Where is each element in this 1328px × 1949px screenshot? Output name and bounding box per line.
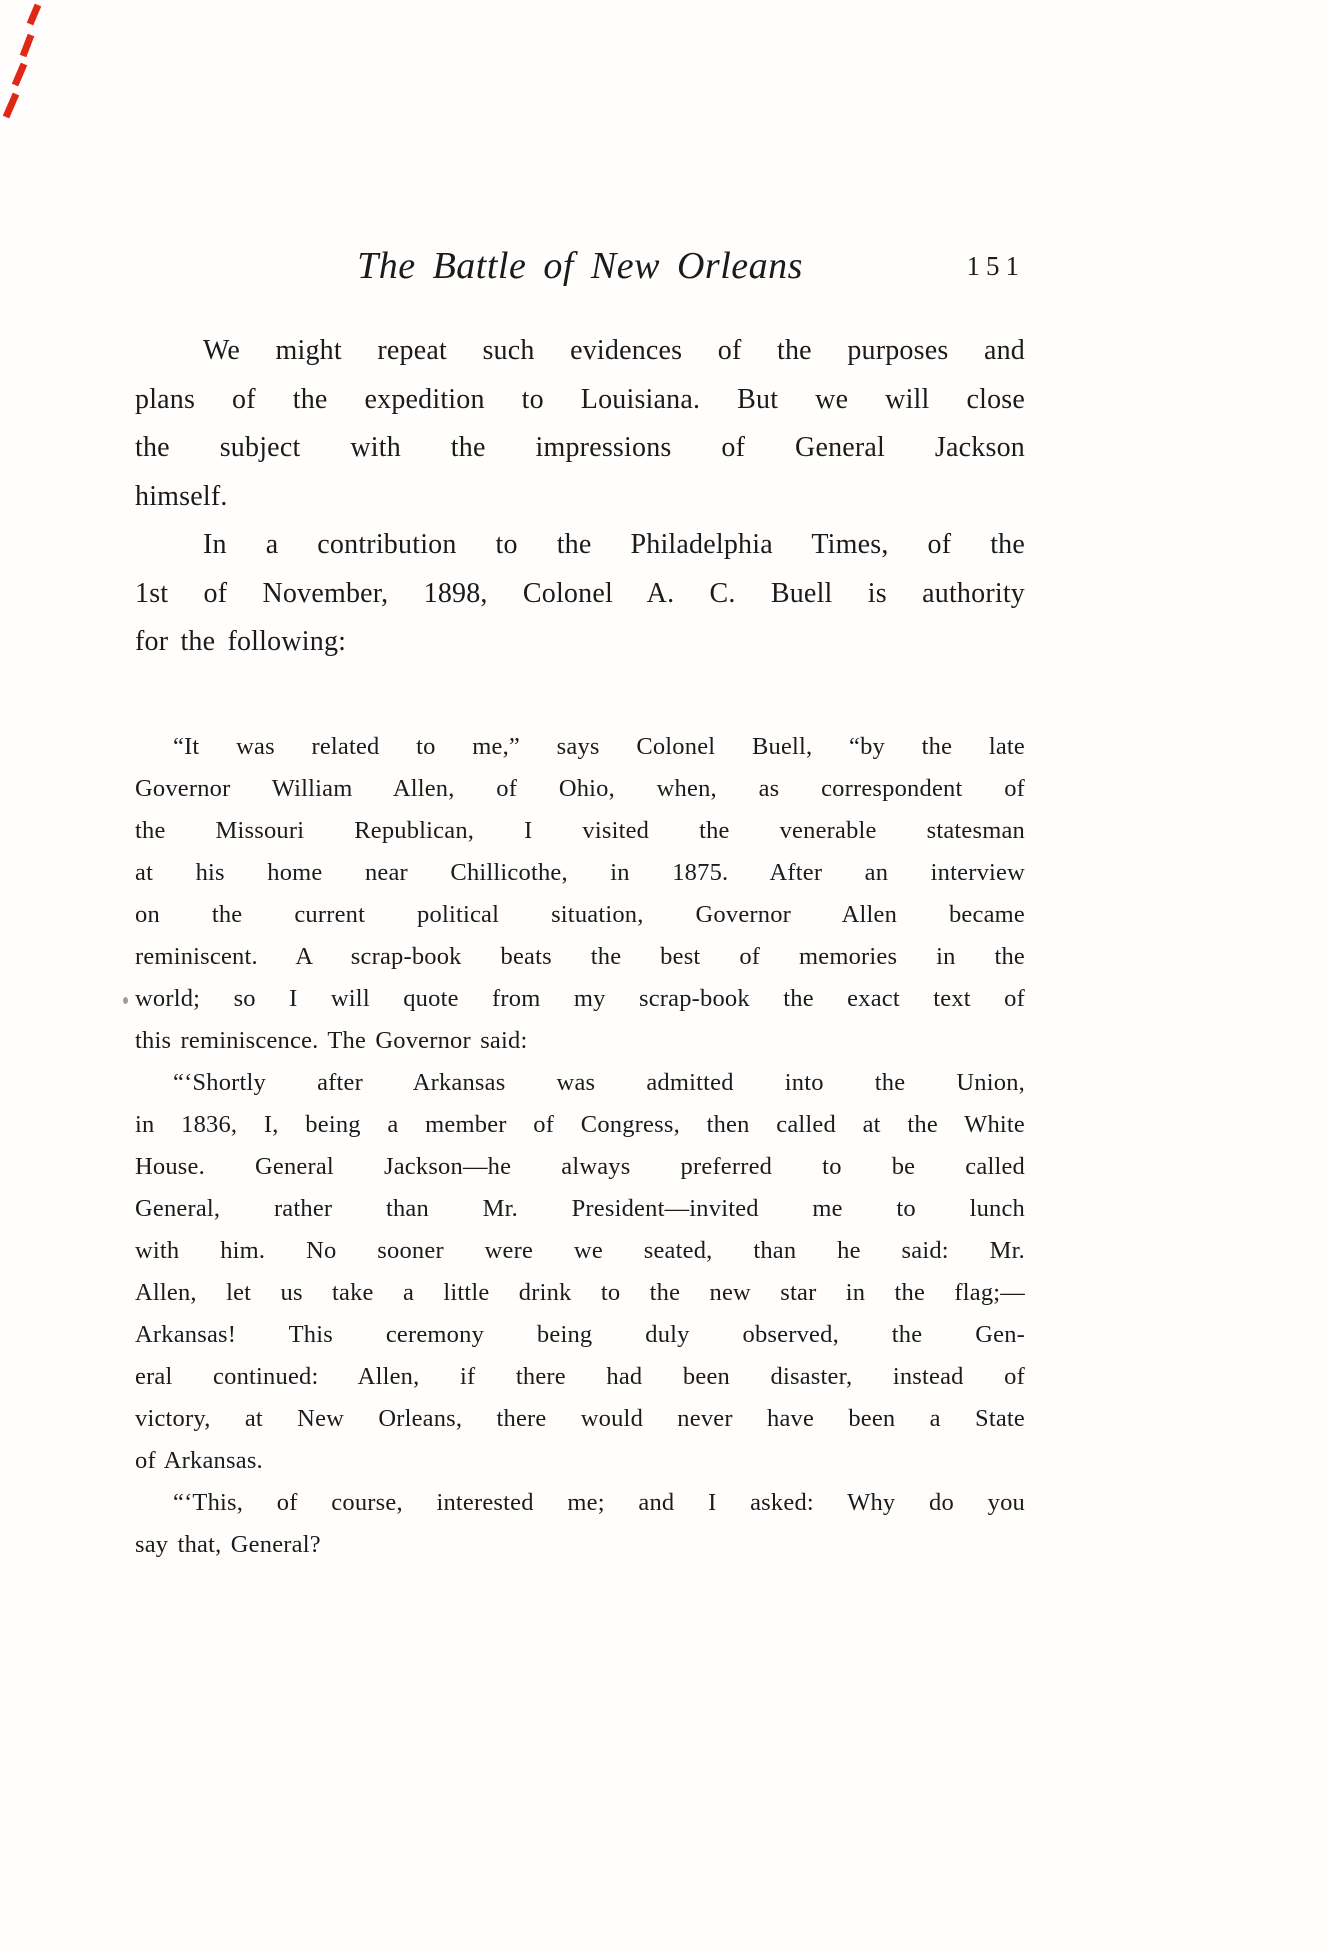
text-line: world; so I will quote from my scrap-book the exact text of: [135, 985, 1025, 1012]
paragraph: [135, 1482, 1025, 1566]
text-line: in 1836, I, being a member of Congress, then called at the White: [135, 1111, 1025, 1138]
paragraph: [135, 726, 1025, 1062]
text-line: “‘Shortly after Arkansas was admitted into the Union,: [173, 1069, 1025, 1096]
text-line: House. General Jackson—he always preferred to be called: [135, 1153, 1025, 1180]
paragraph: [135, 1062, 1025, 1482]
red-pen-stroke: [15, 64, 24, 85]
text-line: victory, at New Orleans, there would never have been a State: [135, 1405, 1025, 1432]
red-pen-marks: [0, 0, 60, 130]
text-line: 1st of November, 1898, Colonel A. C. Buell is authority: [135, 577, 1025, 609]
text-line: In a contribution to the Philadelphia Times, of the: [203, 529, 1025, 560]
quote-text: [135, 726, 1025, 1566]
page-number: 151: [966, 251, 1025, 281]
text-line: General, rather than Mr. President—invited me to lunch: [135, 1195, 1025, 1222]
text-line: “‘This, of course, interested me; and I asked: Why do you: [173, 1489, 1025, 1516]
text-line: himself.: [135, 480, 228, 512]
paragraph: [135, 327, 1025, 521]
text-line: at his home near Chillicothe, in 1875. After an interview: [135, 859, 1025, 886]
text-line: of Arkansas.: [135, 1447, 263, 1474]
red-pen-stroke: [30, 5, 38, 24]
text-line: the Missouri Republican, I visited the venerable statesman: [135, 817, 1025, 844]
text-line: We might repeat such evidences of the purposes and: [203, 335, 1025, 366]
text-line: plans of the expedition to Louisiana. But we will close: [135, 383, 1025, 415]
text-line: the subject with the impressions of General Jackson: [135, 432, 1025, 463]
text-line: eral continued: Allen, if there had been disaster, instead of: [135, 1363, 1025, 1390]
red-pen-stroke: [23, 35, 31, 56]
text-line: this reminiscence. The Governor said:: [135, 1027, 528, 1054]
red-pen-stroke: [6, 94, 16, 117]
text-line: Governor William Allen, of Ohio, when, as correspondent of: [135, 775, 1025, 802]
text-line: on the current political situation, Governor Allen became: [135, 901, 1025, 928]
page-title: The Battle of New Orleans: [357, 245, 803, 287]
paragraph: [135, 521, 1025, 667]
text-line: Arkansas! This ceremony being duly observed, the Gen-: [135, 1321, 1025, 1348]
text-line: reminiscent. A scrap-book beats the best of memories in the: [135, 943, 1025, 970]
running-header: [135, 244, 1025, 294]
ink-speck: [123, 997, 128, 1004]
main-text: [135, 327, 1025, 667]
text-line: with him. No sooner were we seated, than he said: Mr.: [135, 1237, 1025, 1264]
text-line: for the following:: [135, 626, 347, 657]
text-line: “It was related to me,” says Colonel Buell, “by the late: [173, 733, 1025, 760]
text-line: Allen, let us take a little drink to the new star in the flag;—: [135, 1279, 1025, 1306]
text-line: say that, General?: [135, 1531, 321, 1558]
